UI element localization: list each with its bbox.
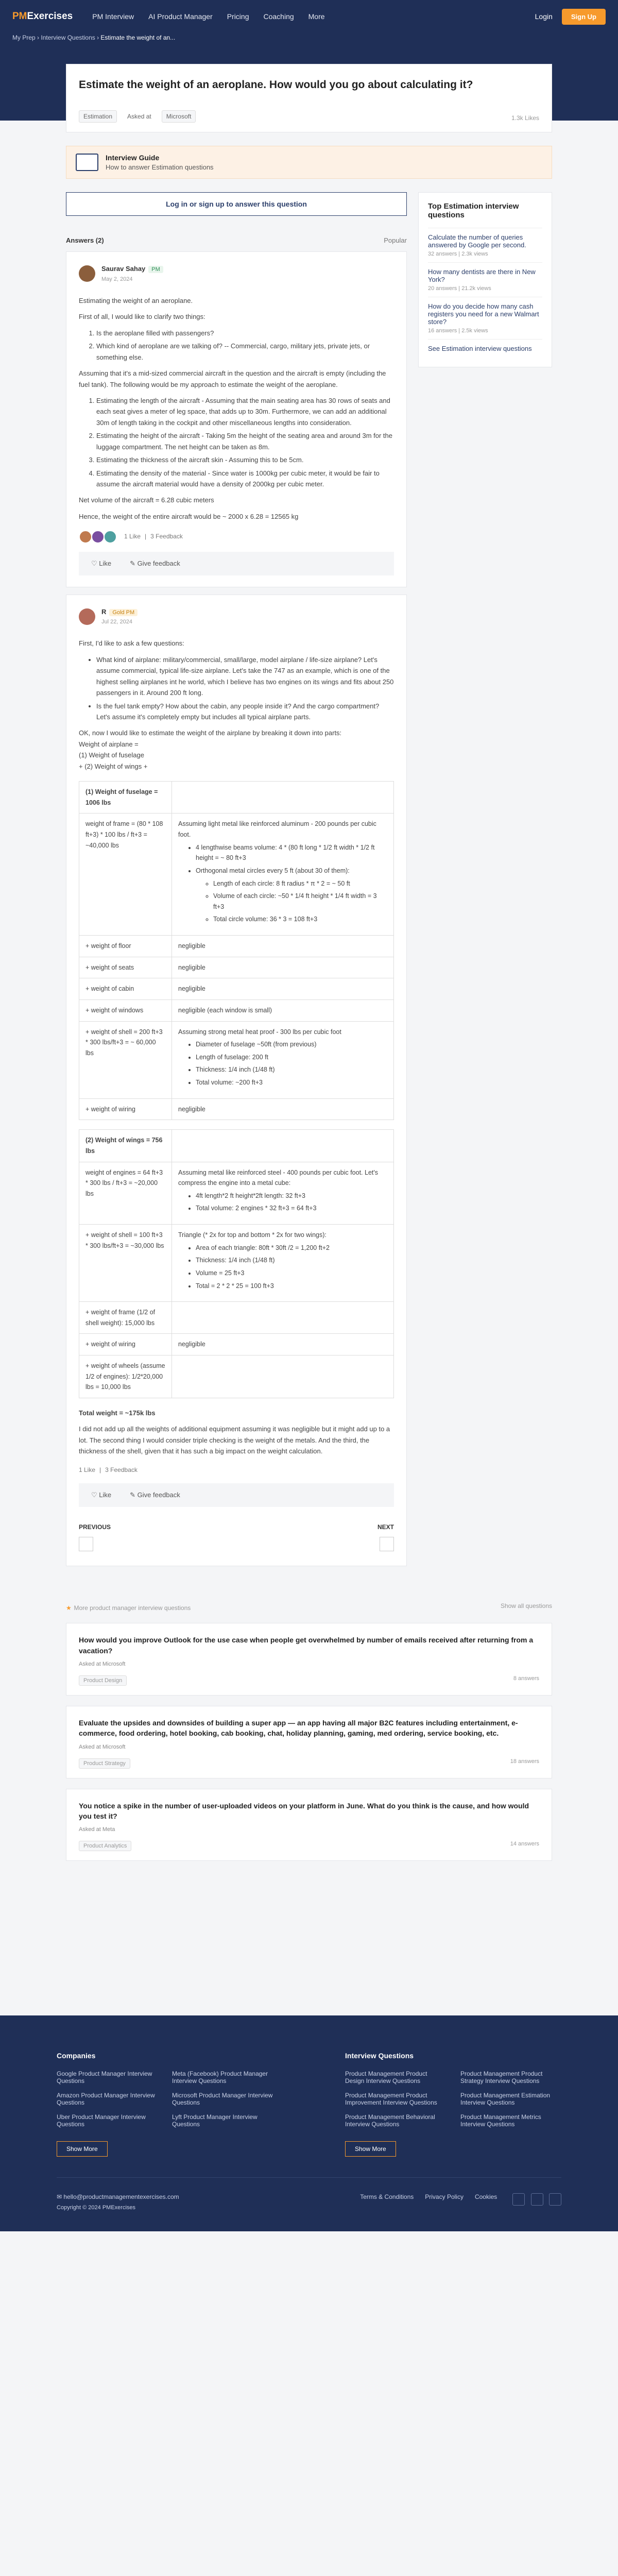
author-badge: PM xyxy=(148,266,163,273)
login-to-answer-button[interactable]: Log in or sign up to answer this question xyxy=(66,192,407,216)
footer-link[interactable]: Product Management Product Improvement Interview Questions xyxy=(345,2092,437,2107)
question-card[interactable]: You notice a spike in the number of user-uploaded videos on your platform in June. What do you think is the cause, and how would you test it? Asked at Meta Product Analytics 14 answers xyxy=(66,1789,552,1861)
like-button[interactable]: ♡ Like xyxy=(91,560,112,568)
company-tag[interactable]: Microsoft xyxy=(102,1661,126,1668)
table-cell: + weight of seats xyxy=(79,957,172,978)
list-item: • Area of each triangle: 80ft * 30ft /2 = 1,200 ft+2 xyxy=(196,1243,387,1253)
show-more-interview-button[interactable]: Show More xyxy=(345,2141,396,2157)
author-name[interactable]: Saurav Sahay xyxy=(101,265,146,273)
nav-pricing[interactable]: Pricing xyxy=(227,12,249,21)
nav-ai-pm[interactable]: AI Product Manager xyxy=(148,12,213,21)
table-cell: Assuming strong metal heat proof - 300 lbs per cubic foot • Diameter of fuselage ~50ft (from previous) • Length of fuselage: 200 ft • Thickness: 1/4 inch (1/48 ft) • Total volume: ~200 ft+3 xyxy=(172,1021,394,1098)
wings-table xyxy=(79,1129,394,1398)
fuselage-table xyxy=(79,781,394,1120)
author-badge: Gold PM xyxy=(109,609,138,616)
table-cell: negligible xyxy=(172,936,394,957)
login-link[interactable]: Login xyxy=(535,12,553,21)
answer-pager xyxy=(79,1522,394,1555)
footer-interview-title: Interview Questions xyxy=(345,2052,414,2060)
facebook-icon[interactable] xyxy=(549,2193,561,2206)
asked-at-label: Asked at xyxy=(127,113,151,121)
table-cell xyxy=(172,1302,394,1334)
site-footer xyxy=(0,2015,618,2231)
answer-text: First of all, I would like to clarify two things: xyxy=(79,313,205,321)
answer-text: (1) Weight of fuselage xyxy=(79,751,144,759)
answer-text: + (2) Weight of wings + xyxy=(79,762,148,770)
table-cell: Triangle (* 2x for top and bottom * 2x for two wings): • Area of each triangle: 80ft * 30ft /2 = 1,200 ft+2 • Thickness: 1/4 inch (1/48 ft) • Volume = 25 ft+3 • Total = 2 * 2 * 25 = 100 ft+3 xyxy=(172,1225,394,1302)
like-count[interactable]: 1.3k Likes xyxy=(511,114,539,122)
answer-date: May 2, 2024 xyxy=(101,276,133,282)
footer-link[interactable]: Product Management Product Strategy Interview Questions xyxy=(460,2070,543,2085)
answer-text: Estimating the weight of an aeroplane. xyxy=(79,296,193,304)
top-header xyxy=(0,0,618,33)
table-cell: negligible xyxy=(172,957,394,978)
list-item: ◦ Volume of each circle: ~50 * 1/4 ft height * 1/4 ft width = 3 ft+3 xyxy=(213,891,387,912)
footer-link[interactable]: Product Management Behavioral Interview Questions xyxy=(345,2113,435,2128)
sort-dropdown[interactable]: Popular xyxy=(384,236,407,245)
answer-date: Jul 22, 2024 xyxy=(101,619,132,625)
table-cell: + weight of windows xyxy=(79,999,172,1021)
avatar[interactable] xyxy=(79,608,95,625)
table-cell xyxy=(172,782,394,814)
list-item: • Total volume: ~200 ft+3 xyxy=(196,1077,387,1088)
answer-text: First, I'd like to ask a few questions: xyxy=(79,639,184,648)
list-item: • Total = 2 * 2 * 25 = 100 ft+3 xyxy=(196,1281,387,1292)
list-item: ◦ Total circle volume: 36 * 3 = 108 ft+3 xyxy=(213,914,387,925)
list-item: • What kind of airplane: military/commercial, small/large, model airplane / life-size airplane? Let's assume commercial, typical life-size airplane. Let's take the 747 as an example, which is one of the highest selling airplanes int he world, which I believe has two engines on its wings and fits about 250 passengers in it. Around 200 ft long. xyxy=(96,654,394,699)
table-cell: + weight of floor xyxy=(79,936,172,957)
breadcrumb-interview-questions[interactable]: Interview Questions xyxy=(41,34,95,41)
chevron-right-icon[interactable] xyxy=(380,1537,394,1551)
footer-link[interactable]: Uber Product Manager Interview Questions xyxy=(57,2113,146,2128)
more-questions-section xyxy=(66,1602,552,1861)
list-item: 1. Estimating the length of the aircraft - Assuming that the main seating area has 30 rows of seats and each seat gives a meter of leg space, that adds up to 30m. Furthermore, we can add an additional 30m of length taking in the cockpit and other miscellaneous lengths into consideration. xyxy=(96,395,394,428)
give-feedback-button[interactable]: ✎ Give feedback xyxy=(130,560,180,568)
book-icon xyxy=(76,154,98,171)
table-cell: + weight of wheels (assume 1/2 of engines): 1/2*20,000 lbs = 10,000 lbs xyxy=(79,1355,172,1398)
question-title: Estimate the weight of an aeroplane. How would you go about calculating it? xyxy=(79,79,473,91)
list-item: • Volume = 25 ft+3 xyxy=(196,1268,387,1279)
answer-text: Total weight = ~175k lbs xyxy=(79,1409,156,1417)
company-tag[interactable]: Microsoft xyxy=(162,110,196,123)
list-item: • Thickness: 1/4 inch (1/48 ft) xyxy=(196,1255,387,1266)
previous-link[interactable]: PREVIOUS xyxy=(79,1523,111,1531)
copyright: Copyright © 2024 PMExercises xyxy=(57,2205,136,2211)
breadcrumb-current: Estimate the weight of an... xyxy=(100,34,176,41)
table-cell: Assuming metal like reinforced steel - 400 pounds per cubic foot. Let's compress the engine into a metal cube: • 4ft length*2 ft height*2ft length: 32 ft+3 • Total volume: 2 engines * 32 ft+3 = 64 ft+3 xyxy=(172,1162,394,1225)
answer-text: I did not add up all the weights of additional equipment assuming it was negligible but it might add up to a lot. The second thing I would consider triple checking is the weight of the metals. And the third, the thickness of the shell, given that it has such a big impact on the weight calculation. xyxy=(79,1425,390,1455)
footer-link[interactable]: Meta (Facebook) Product Manager Interview Questions xyxy=(172,2070,268,2085)
feedback-count[interactable]: 3 Feedback xyxy=(105,1466,138,1473)
sidebar-question[interactable]: How many dentists are there in New York? 20 answers | 21.2k views xyxy=(428,262,542,297)
list-item: • Is the fuel tank empty? How about the cabin, any people inside it? And the cargo compartment? Let's assume it's completely empty but includes all typical airplane parts. xyxy=(96,701,394,723)
company-tag[interactable]: Meta xyxy=(102,1826,115,1833)
table-cell: + weight of wiring xyxy=(79,1098,172,1120)
answer-card: Saurav Sahay PM May 2, 2024 Estimating the weight of an aeroplane. First of all, I would like to clarify two things: 1. Is the aeroplane filled with passengers? 2. Which kind of aeroplane are we talking of? -- Commercial, cargo, military jets, private jets, or something else. Assuming that it's a mid-sized commercial aircraft in the question and the aircraft is empty (including the fuel tank). The following would be my approach to estimate the weight of the aeroplane. 1. Estimating the length of the aircraft - Assuming that the main seating area has 30 rows of seats and each seat gives a meter of leg space, that adds up to 30m. Furthermore, we can add an additional 30m of length taking in the cockpit and other miscellaneous lengths into consideration. 2. Estimating the height of the aircraft - Taking 5m the height of the seating area and around 3m for the luggage compartment. The net height can be taken as 8m. 3. Estimating the thickness of the aircraft skin - Assuming this to be 5cm. 4. Estimating the density of the material - Since water is 1000kg per cubic meter, it would be fair to assume the aircraft material would have a density of 2000kg per cubic meter. Net volume of the aircraft = 6.28 cubic meters Hence, the weight of the entire aircraft would be ~ 2000 x 6.28 = 12565 kg 1 Like | 3 Feedback ♡ Like ✎ Give feedback xyxy=(66,251,407,587)
guide-title: Interview Guide xyxy=(106,154,160,162)
answers-count: Answers (2) xyxy=(66,236,104,245)
table-cell: negligible xyxy=(172,1098,394,1120)
answer-text: Weight of airplane = xyxy=(79,740,139,748)
table-cell: negligible (each window is small) xyxy=(172,999,394,1021)
table-cell xyxy=(172,1130,394,1162)
signup-button[interactable]: Sign Up xyxy=(562,9,606,25)
footer-link[interactable]: Product Management Estimation Interview Questions xyxy=(460,2092,551,2107)
like-button[interactable]: ♡ Like xyxy=(91,1491,112,1499)
table-cell: negligible xyxy=(172,978,394,1000)
company-tag[interactable]: Microsoft xyxy=(102,1743,126,1750)
list-item: • 4 lengthwise beams volume: 4 * (80 ft long * 1/2 ft width * 1/2 ft height = ~ 80 ft+3 xyxy=(196,842,387,863)
more-title: ★ More product manager interview questions xyxy=(66,1604,191,1612)
list-item: 3. Estimating the thickness of the aircraft skin - Assuming this to be 5cm. xyxy=(96,454,394,465)
table-cell: + weight of wiring xyxy=(79,1334,172,1355)
breadcrumb-my-prep[interactable]: My Prep xyxy=(12,34,36,41)
answer-card: R Gold PM Jul 22, 2024 First, I'd like to ask a few questions: • What kind of airplane: military/commercial, small/large, model airplane / life-size airplane? Let's assume commercial, typical life-size airplane. Let's take the 747 as an example, which is one of the highest selling airplanes int he world, which I believe has two engines on its wings and fits about 250 passengers in it. Around 200 ft long. • Is the fuel tank empty? How about the cabin, any people inside it? And the cargo compartment? Let's assume it's completely empty but includes all typical airplane parts. OK, now I would like to estimate the weight of the airplane by breaking it down into parts: Weight of airplane = (1) Weight of fuselage + (2) Weight of wings + (1) Weight of fuselage = 1006 lbs weight of frame = (80 * 108 ft+3) * 100 lbs / ft+3 = ~40,000 lbs Assuming light metal like reinforced aluminum - 200 pounds per cubic foot. • 4 lengthwise beams volume: 4 * (80 ft long * 1/2 ft width * 1/2 ft height = ~ 80 ft+3 • Orthogonal metal circles every 5 ft (about 30 of them): ◦ Length of each circle: 8 ft radius * π * 2 = ~ 50 ft ◦ Volume of each circle: ~50 * 1/4 ft height * 1/4 ft width = 3 ft+3 ◦ Total circle volume: 36 * 3 = 108 ft+3 + weight of floor negligible + weight of seats negligible + weight of cabin negligible + weight of windows negligible (each window is small) + weight of shell = 200 ft+3 * 300 lbs/ft+3 = ~ 60,000 lbs Assuming strong metal heat proof - 300 lbs per cubic foot • Diameter of fuselage ~50ft (from previous) • Length of fuselage: 200 ft • Thickness: 1/4 inch (1/48 ft) • Total volume: ~200 ft+3 + weight of wiring negligible (2) Weight of wings = 756 lbs weight of engines = 64 ft+3 * 300 lbs / ft+3 = ~20,000 lbs Assuming metal like reinforced steel - 400 pounds per cubic foot. Let's compress the engine into a metal cube: • 4ft length*2 ft height*2ft length: 32 ft+3 • Total volume: 2 engines * 32 ft+3 = 64 ft+3 + weight of shell = 100 ft+3 * 300 lbs/ft+3 = ~30,000 lbs Triangle (* 2x for top and bottom * 2x for two wings): • Area of each triangle: 80ft * 30ft /2 = 1,200 ft+2 • Thickness: 1/4 inch (1/48 ft) • Volume = 25 ft+3 • Total = 2 * 2 * 25 = 100 ft+3 + weight of frame (1/2 of shell weight): 15,000 lbs + weight of wiring negligible + weight of wheels (assume 1/2 of engines): 1/2*20,000 lbs = 10,000 lbs Total weight = ~175k lbs I did not add up all the weights of additional equipment assuming it was negligible but it might add up to a lot. The second thing I would consider triple checking is the weight of the metals. And the third, the thickness of the shell, given that it has such a big impact on the weight calculation. 1 Like | 3 Feedback ♡ Like ✎ Give feedback PREVIOUS NEXT xyxy=(66,595,407,1567)
cookies-link[interactable]: Cookies xyxy=(474,2193,497,2201)
question-text[interactable]: How would you improve Outlook for the use case when people get overwhelmed by number of emails received after returning from a vacation? xyxy=(79,1636,534,1655)
give-feedback-button[interactable]: ✎ Give feedback xyxy=(130,1491,180,1499)
list-item: • Length of fuselage: 200 ft xyxy=(196,1052,387,1063)
linkedin-icon[interactable] xyxy=(512,2193,525,2206)
answer-count: 18 answers xyxy=(510,1758,539,1765)
terms-link[interactable]: Terms & Conditions xyxy=(360,2193,414,2201)
top-estimation-questions xyxy=(418,192,552,367)
list-item: ◦ Length of each circle: 8 ft radius * π * 2 = ~ 50 ft xyxy=(213,878,387,889)
footer-link[interactable]: Product Management Product Design Interview Questions xyxy=(345,2070,427,2085)
table-cell: + weight of frame (1/2 of shell weight): 15,000 lbs xyxy=(79,1302,172,1334)
question-card[interactable]: Evaluate the upsides and downsides of building a super app — an app having all major B2C features including entertainment, e-commerce, food ordering, hotel booking, cab booking, chat, holiday planning, gaming, med ordering, service booking, etc. Asked at Microsoft Product Strategy 18 answers xyxy=(66,1706,552,1778)
next-link[interactable]: NEXT xyxy=(377,1523,394,1531)
nav-more[interactable]: More xyxy=(308,12,325,21)
table-cell: Assuming light metal like reinforced aluminum - 200 pounds per cubic foot. • 4 lengthwise beams volume: 4 * (80 ft long * 1/2 ft width * 1/2 ft height = ~ 80 ft+3 • Orthogonal metal circles every 5 ft (about 30 of them): ◦ Length of each circle: 8 ft radius * π * 2 = ~ 50 ft ◦ Volume of each circle: ~50 * 1/4 ft height * 1/4 ft width = 3 ft+3 ◦ Total circle volume: 36 * 3 = 108 ft+3 xyxy=(172,814,394,936)
list-item: 2. Estimating the height of the aircraft - Taking 5m the height of the seating area and around 3m for the luggage compartment. The net height can be taken as 8m. xyxy=(96,430,394,452)
breadcrumb: My Prep › Interview Questions › Estimate the weight of an... xyxy=(12,34,176,41)
question-tag[interactable]: Product Analytics xyxy=(79,1841,131,1851)
question-text[interactable]: You notice a spike in the number of user-uploaded videos on your platform in June. What do you think is the cause, and how would you test it? xyxy=(79,1801,529,1820)
table-cell: + weight of cabin xyxy=(79,978,172,1000)
list-item: • Diameter of fuselage ~50ft (from previous) xyxy=(196,1039,387,1050)
nav-coaching[interactable]: Coaching xyxy=(263,12,294,21)
avatar xyxy=(104,530,117,544)
question-text[interactable]: Evaluate the upsides and downsides of building a super app — an app having all major B2C features including entertainment, e-commerce, food ordering, hotel booking, cab booking, chat, holiday planning, gaming, med ordering, service booking, etc. xyxy=(79,1719,518,1738)
reaction-count[interactable]: 1 Like xyxy=(124,533,141,540)
sidebar-title: Top Estimation interview questions xyxy=(428,202,519,220)
table-cell: (2) Weight of wings = 756 lbs xyxy=(79,1130,172,1162)
question-tag[interactable]: Product Strategy xyxy=(79,1758,130,1769)
footer-link[interactable]: Amazon Product Manager Interview Questions xyxy=(57,2092,155,2107)
guide-subtitle: How to answer Estimation questions xyxy=(106,163,214,172)
sidebar-question[interactable]: How do you decide how many cash registers you need for a new Walmart store? 16 answers | 2.5k views xyxy=(428,297,542,339)
answer-text: Net volume of the aircraft = 6.28 cubic meters xyxy=(79,496,214,504)
table-cell: + weight of shell = 200 ft+3 * 300 lbs/ft+3 = ~ 60,000 lbs xyxy=(79,1021,172,1098)
footer-link[interactable]: Product Management Metrics Interview Questions xyxy=(460,2113,541,2128)
main-nav xyxy=(92,12,324,21)
question-tag[interactable]: Estimation xyxy=(79,110,117,123)
table-cell xyxy=(172,1355,394,1398)
question-card[interactable]: How would you improve Outlook for the use case when people get overwhelmed by number of emails received after returning from a vacation? Asked at Microsoft Product Design 8 answers xyxy=(66,1623,552,1696)
author-name[interactable]: R xyxy=(101,607,107,616)
table-cell: (1) Weight of fuselage = 1006 lbs xyxy=(79,782,172,814)
twitter-icon[interactable] xyxy=(531,2193,543,2206)
feedback-count[interactable]: 3 Feedback xyxy=(150,533,183,540)
answer-text: Hence, the weight of the entire aircraft would be ~ 2000 x 6.28 = 12565 kg xyxy=(79,512,299,520)
show-more-companies-button[interactable]: Show More xyxy=(57,2141,108,2157)
answer-text: OK, now I would like to estimate the weight of the airplane by breaking it down into parts: xyxy=(79,729,342,737)
footer-link[interactable]: Microsoft Product Manager Interview Questions xyxy=(172,2092,273,2107)
answer-count: 8 answers xyxy=(513,1675,539,1682)
privacy-link[interactable]: Privacy Policy xyxy=(425,2193,464,2201)
star-icon: ★ xyxy=(66,1604,72,1612)
reaction-count[interactable]: 1 Like xyxy=(79,1466,96,1473)
footer-companies-title: Companies xyxy=(57,2052,96,2060)
chevron-left-icon[interactable] xyxy=(79,1537,93,1551)
answer-count: 14 answers xyxy=(510,1841,539,1848)
list-item: • Total volume: 2 engines * 32 ft+3 = 64 ft+3 xyxy=(196,1203,387,1214)
list-item: 2. Which kind of aeroplane are we talking of? -- Commercial, cargo, military jets, private jets, or something else. xyxy=(96,341,394,363)
list-item: 1. Is the aeroplane filled with passengers? xyxy=(96,328,394,338)
site-logo[interactable]: PMExercises xyxy=(12,11,73,22)
table-cell: negligible xyxy=(172,1334,394,1355)
list-item: 4. Estimating the density of the material - Since water is 1000kg per cubic meter, it would be fair to assume the aircraft material would have a density of 2000kg per cubic meter. xyxy=(96,468,394,490)
table-cell: + weight of shell = 100 ft+3 * 300 lbs/ft+3 = ~30,000 lbs xyxy=(79,1225,172,1302)
footer-email[interactable]: ✉ hello@productmanagementexercises.com xyxy=(57,2193,179,2201)
show-all-link[interactable]: Show all questions xyxy=(500,1602,552,1610)
interview-guide-banner[interactable] xyxy=(66,146,552,179)
table-cell: weight of frame = (80 * 108 ft+3) * 100 lbs / ft+3 = ~40,000 lbs xyxy=(79,814,172,936)
nav-pm-interview[interactable]: PM Interview xyxy=(92,12,134,21)
avatar[interactable] xyxy=(79,265,95,282)
avatar xyxy=(79,530,92,544)
avatar xyxy=(91,530,105,544)
footer-link[interactable]: Lyft Product Manager Interview Questions xyxy=(172,2113,258,2128)
question-tag[interactable]: Product Design xyxy=(79,1675,127,1686)
answer-text: Assuming that it's a mid-sized commercial aircraft in the question and the aircraft is empty (including the fuel tank). The following would be my approach to estimate the weight of the aeroplane. xyxy=(79,369,386,388)
list-item: • Orthogonal metal circles every 5 ft (about 30 of them): ◦ Length of each circle: 8 ft radius * π * 2 = ~ 50 ft ◦ Volume of each circle: ~50 * 1/4 ft height * 1/4 ft width = 3 ft+3 ◦ Total circle volume: 36 * 3 = 108 ft+3 xyxy=(196,866,387,925)
list-item: • Thickness: 1/4 inch (1/48 ft) xyxy=(196,1064,387,1075)
table-cell: weight of engines = 64 ft+3 * 300 lbs / ft+3 = ~20,000 lbs xyxy=(79,1162,172,1225)
list-item: • 4ft length*2 ft height*2ft length: 32 ft+3 xyxy=(196,1191,387,1201)
sidebar-question[interactable]: Calculate the number of queries answered by Google per second. 32 answers | 2.3k views xyxy=(428,228,542,262)
footer-link[interactable]: Google Product Manager Interview Questions xyxy=(57,2070,152,2085)
see-all-link[interactable]: See Estimation interview questions xyxy=(428,339,542,358)
question-card xyxy=(66,64,552,132)
